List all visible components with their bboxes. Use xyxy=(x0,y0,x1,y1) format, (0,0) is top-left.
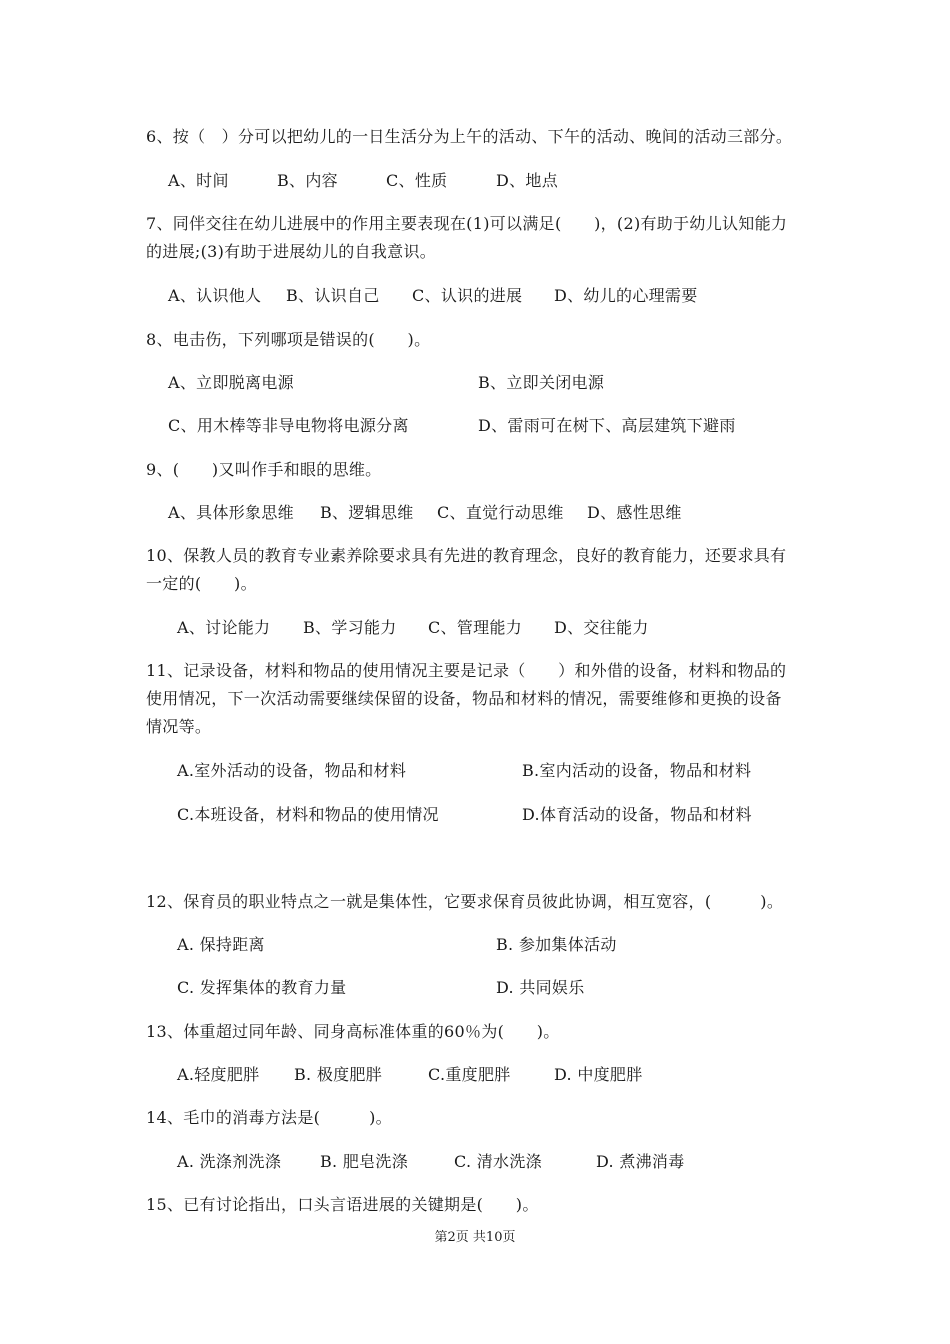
question-10-option-b: B、学习能力 xyxy=(303,618,397,637)
question-13-option-c: C.重度肥胖 xyxy=(428,1065,511,1084)
question-11-option-a: A.室外活动的设备，物品和材料 xyxy=(177,761,407,780)
question-13-option-a: A.轻度肥胖 xyxy=(177,1065,260,1084)
question-9-option-b: B、逻辑思维 xyxy=(320,503,414,522)
question-11-text-line-2: 使用情况，下一次活动需要继续保留的设备，物品和材料的情况，需要维修和更换的设备 xyxy=(146,689,782,708)
question-13-option-d: D. 中度肥胖 xyxy=(554,1065,643,1084)
question-14-option-c: C. 清水洗涤 xyxy=(454,1152,542,1171)
question-8-option-b: B、立即关闭电源 xyxy=(478,373,605,392)
question-9-option-c: C、直觉行动思维 xyxy=(437,503,564,522)
question-7-text-line-1: 7、同伴交往在幼儿进展中的作用主要表现在(1)可以满足( )，(2)有助于幼儿认知能力 xyxy=(146,214,788,233)
question-6-option-b: B、内容 xyxy=(277,171,338,190)
page-number-footer: 第2页 共10页 xyxy=(434,1230,516,1245)
question-13-option-b: B. 极度肥胖 xyxy=(294,1065,383,1084)
question-7-option-d: D、幼儿的心理需要 xyxy=(554,286,698,305)
question-12-option-c: C. 发挥集体的教育力量 xyxy=(177,978,347,997)
question-8-option-c: C、用木棒等非导电物将电源分离 xyxy=(168,416,409,435)
question-8-text: 8、电击伤，下列哪项是错误的( )。 xyxy=(146,330,431,349)
question-6-text: 6、按（ ）分可以把幼儿的一日生活分为上午的活动、下午的活动、晚间的活动三部分。 xyxy=(146,127,793,146)
question-14-option-b: B. 肥皂洗涤 xyxy=(320,1152,409,1171)
question-11-text-line-1: 11、记录设备，材料和物品的使用情况主要是记录（ ）和外借的设备，材料和物品的 xyxy=(146,661,787,680)
question-13-text: 13、体重超过同年龄、同身高标准体重的60％为( )。 xyxy=(146,1022,560,1041)
question-11-option-d: D.体育活动的设备，物品和材料 xyxy=(522,805,752,824)
question-12-option-a: A. 保持距离 xyxy=(177,935,265,954)
question-12-text: 12、保育员的职业特点之一就是集体性，它要求保育员彼此协调，相互宽容，( )。 xyxy=(146,892,784,911)
question-7-option-c: C、认识的进展 xyxy=(412,286,523,305)
question-11-option-b: B.室内活动的设备，物品和材料 xyxy=(522,761,752,780)
question-10-text-line-2: 一定的( )。 xyxy=(146,574,257,593)
question-6-option-a: A、时间 xyxy=(168,171,229,190)
question-11-option-c: C.本班设备，材料和物品的使用情况 xyxy=(177,805,439,824)
question-15-text: 15、已有讨论指出，口头言语进展的关键期是( )。 xyxy=(146,1195,539,1214)
question-10-text-line-1: 10、保教人员的教育专业素养除要求具有先进的教育理念，良好的教育能力，还要求具有 xyxy=(146,546,787,565)
question-14-option-a: A. 洗涤剂洗涤 xyxy=(177,1152,282,1171)
question-8-option-a: A、立即脱离电源 xyxy=(168,373,294,392)
question-11-text-line-3: 情况等。 xyxy=(146,717,212,736)
question-12-option-b: B. 参加集体活动 xyxy=(496,935,617,954)
question-10-option-d: D、交往能力 xyxy=(554,618,649,637)
question-9-option-a: A、具体形象思维 xyxy=(168,503,294,522)
question-10-option-c: C、管理能力 xyxy=(428,618,523,637)
question-6-option-c: C、性质 xyxy=(386,171,448,190)
question-8-option-d: D、雷雨可在树下、高层建筑下避雨 xyxy=(478,416,736,435)
question-12-option-d: D. 共同娱乐 xyxy=(496,978,585,997)
question-9-option-d: D、感性思维 xyxy=(587,503,682,522)
question-10-option-a: A、讨论能力 xyxy=(177,618,271,637)
question-9-text: 9、( )又叫作手和眼的思维。 xyxy=(146,460,382,479)
question-14-option-d: D. 煮沸消毒 xyxy=(596,1152,685,1171)
question-6-option-d: D、地点 xyxy=(496,171,559,190)
question-7-option-a: A、认识他人 xyxy=(168,286,262,305)
question-14-text: 14、毛巾的消毒方法是( )。 xyxy=(146,1108,392,1127)
question-7-text-line-2: 的进展;(3)有助于进展幼儿的自我意识。 xyxy=(146,242,437,261)
question-7-option-b: B、认识自己 xyxy=(286,286,380,305)
